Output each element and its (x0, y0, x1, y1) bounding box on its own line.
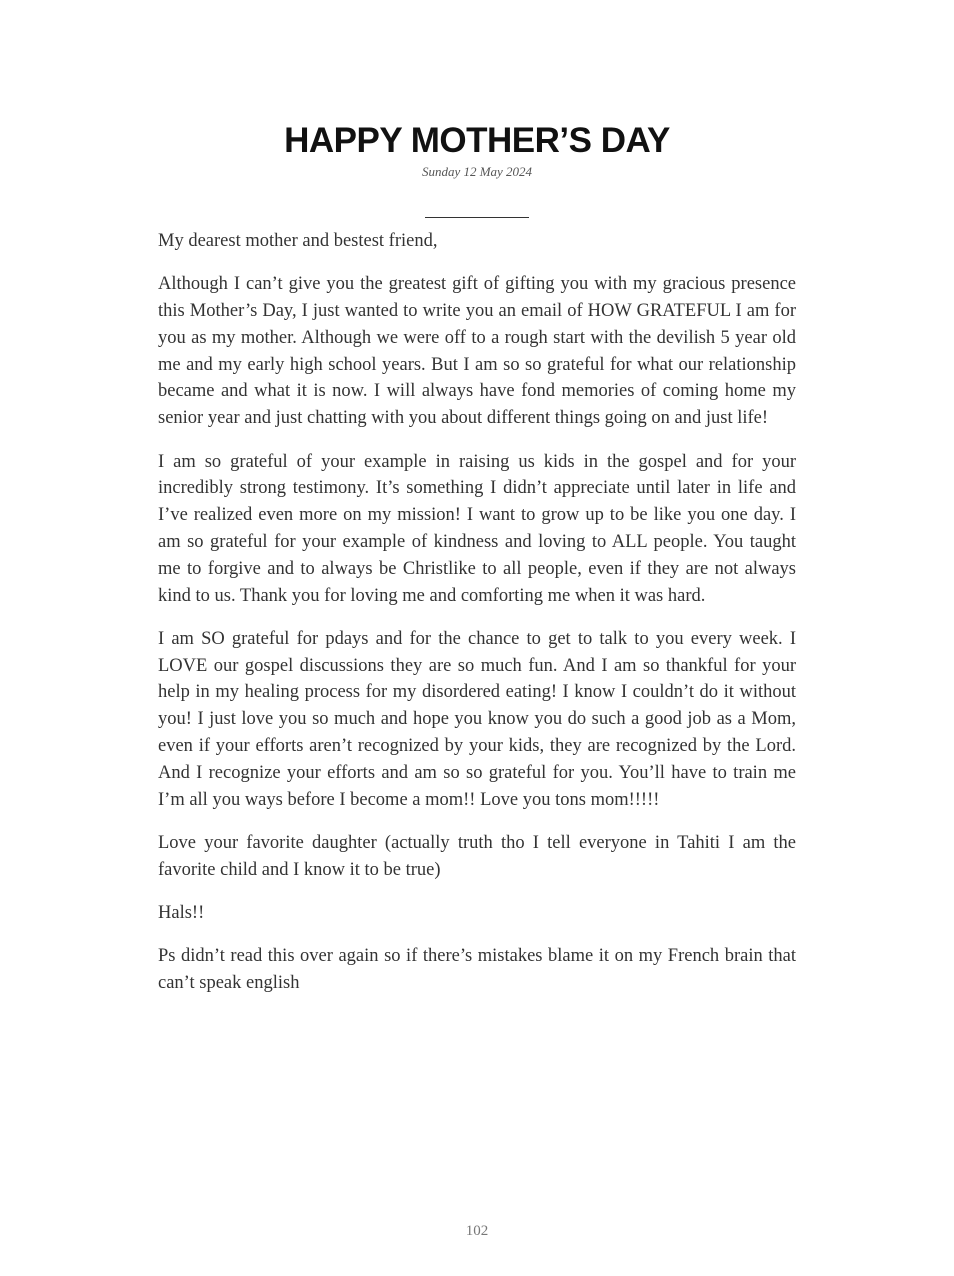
letter-body (158, 228, 796, 1013)
letter-paragraph: Although I can’t give you the greatest gift of gifting you with my gracious presence this Mother’s Day, I just wanted to write you an email of HOW GRATEFUL I am for you as my mother. Although we were off to a rough start with the devilish 5 year old me and my early high school years. But I am so so grateful for what our relationship became and what it is now. I will always have fond memories of coming home my senior year and just chatting with you about different things going on and just life! (158, 274, 796, 429)
letter-paragraph: I am so grateful of your example in raising us kids in the gospel and for your incredibly strong testimony. It’s something I didn’t appreciate until later in life and I’ve realized even more on my mission! I want to grow up to be like you one day. I am so grateful for your example of kindness and loving to ALL people. You taught me to forgive and to always be Christlike to all people, even if they are not always kind to us. Thank you for loving me and comforting me when it was hard. (158, 451, 796, 606)
date-subtitle: Sunday 12 May 2024 (421, 164, 533, 179)
letter-greeting: My dearest mother and bestest friend, (158, 231, 438, 251)
letter-paragraph: I am SO grateful for pdays and for the chance to get to talk to you every week. I LOVE our gospel discussions they are so much fun. And I am so thankful for your help in my healing process for my disordered eating! I know I couldn’t do it without you! I just love you so much and hope you know you do such a good job as a Mom, even if your efforts aren’t recognized by your kids, they are recognized by the Lord. And I recognize your efforts and am so so grateful for you. You’ll have to train me I’m all you ways before I become a mom!! Love you tons mom!!!!! (158, 628, 796, 810)
page-number: 102 (465, 1223, 489, 1239)
letter-postscript: Ps didn’t read this over again so if there’s mistakes blame it on my French brain that can’t speak english (158, 946, 796, 994)
divider-rule (425, 217, 529, 218)
letter-closing: Love your favorite daughter (actually truth tho I tell everyone in Tahiti I am the favorite child and I know it to be true) (158, 832, 796, 880)
letter-signature: Hals!! (158, 903, 205, 924)
page-title: HAPPY MOTHER’S DAY (284, 121, 670, 160)
